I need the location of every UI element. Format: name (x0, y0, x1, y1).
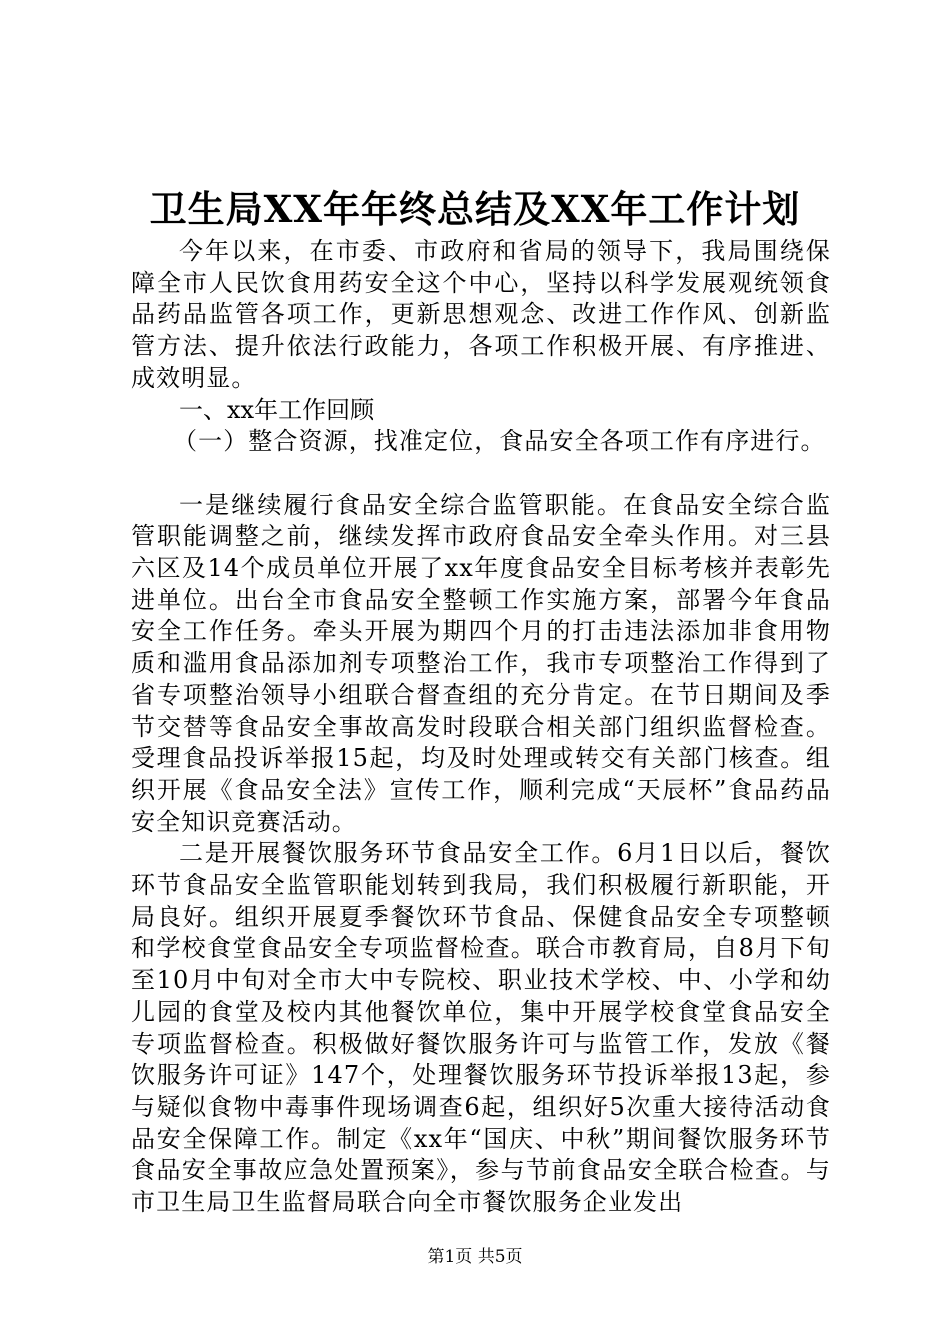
body-paragraph-1: 一是继续履行食品安全综合监管职能。在食品安全综合监管职能调整之前，继续发挥市政府食品安全牵头作用。对三县六区及14个成员单位开展了xx年度食品安全目标考核并表彰先进单位。出台全市食品安全整顿工作实施方案，部署今年食品安全工作任务。牵头开展为期四个月的打击违法添加非食用物质和滥用食品添加剂专项整治工作，我市专项整治工作得到了省专项整治领导小组联合督查组的充分肯定。在节日期间及季节交替等食品安全事故高发时段联合相关部门组织监督检查。受理食品投诉举报15起，均及时处理或转交有关部门核查。组织开展《食品安全法》宣传工作，顺利完成“天辰杯”食品药品安全知识竞赛活动。 (131, 490, 831, 836)
body-paragraph-2: 二是开展餐饮服务环节食品安全工作。6月1日以后，餐饮环节食品安全监管职能划转到我局，我们积极履行新职能，开局良好。组织开展夏季餐饮环节食品、保健食品安全专项整顿和学校食堂食品安全专项监督检查。联合市教育局，自8月下旬至10月中旬对全市大中专院校、职业技术学校、中、小学和幼儿园的食堂及校内其他餐饮单位，集中开展学校食堂食品安全专项监督检查。积极做好餐饮服务许可与监管工作，发放《餐饮服务许可证》147个，处理餐饮服务环节投诉举报13起，参与疑似食物中毒事件现场调查6起，组织好5次重大接待活动食品安全保障工作。制定《xx年“国庆、中秋”期间餐饮服务环节食品安全事故应急处置预案》，参与节前食品安全联合检查。与市卫生局卫生监督局联合向全市餐饮服务企业发出 (131, 839, 831, 1217)
page-footer: 第1页 共5页 (427, 1247, 523, 1267)
document-title: 卫生局XX年年终总结及XX年工作计划 (149, 187, 801, 231)
document-body (131, 236, 831, 1219)
subsection-heading: （一）整合资源，找准定位，食品安全各项工作有序进行。 (173, 427, 826, 456)
section-heading: 一、xx年工作回顾 (179, 395, 375, 424)
intro-paragraph: 今年以来，在市委、市政府和省局的领导下，我局围绕保障全市人民饮食用药安全这个中心，坚持以科学发展观统领食品药品监管各项工作，更新思想观念、改进工作作风、创新监管方法、提升依法行政能力，各项工作积极开展、有序推进、成效明显。 (131, 237, 831, 392)
